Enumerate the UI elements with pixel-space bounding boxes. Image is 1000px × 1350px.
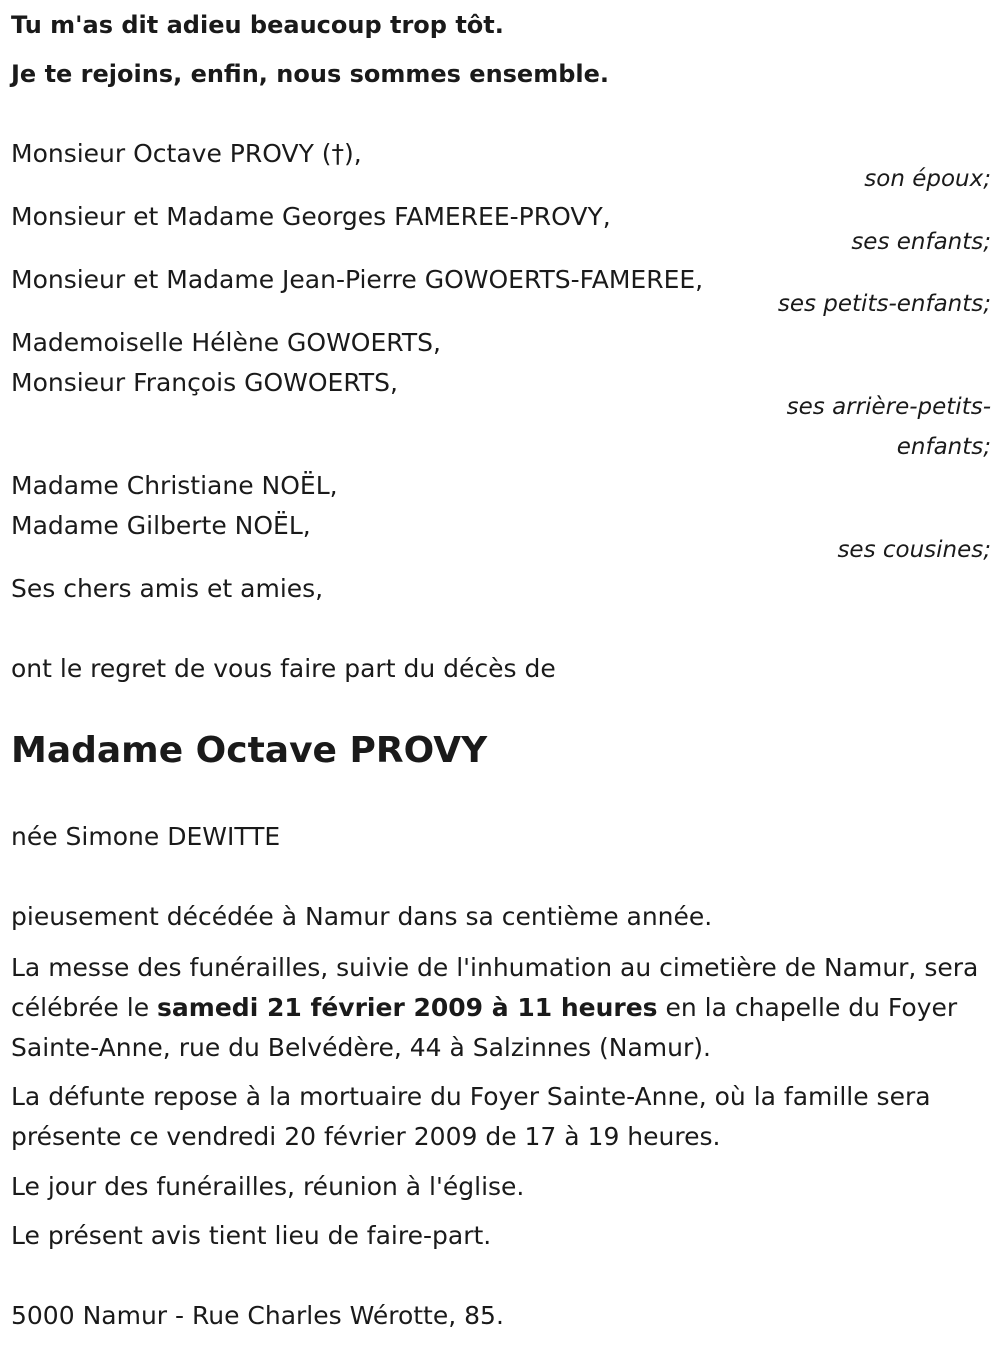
family-name: Monsieur Octave PROVY (†), [11, 139, 362, 168]
family-name: Mademoiselle Hélène GOWOERTS, [11, 328, 441, 357]
notice-note: Le présent avis tient lieu de faire-part. [11, 1221, 492, 1250]
family-relation: ses enfants; [851, 229, 991, 255]
family-relation: ses cousines; [837, 537, 991, 563]
family-address: 5000 Namur - Rue Charles Wérotte, 85. [11, 1301, 504, 1330]
deceased-name: Madame Octave PROVY [11, 730, 488, 771]
family-name: Monsieur et Madame Georges FAMEREE-PROVY, [11, 202, 611, 231]
meeting-note: Le jour des funérailles, réunion à l'église. [11, 1172, 525, 1201]
family-name: Monsieur et Madame Jean-Pierre GOWOERTS-FAMEREE, [11, 265, 704, 294]
funeral-paragraph: La messe des funérailles, suivie de l'inhumation au cimetière de Namur, sera célébrée le samedi 21 février 2009 à 11 heures en la chapelle du Foyer Sainte-Anne, rue du Belvédère, 44 à Salzinnes (Namur). [11, 953, 979, 1062]
family-name: Madame Christiane NOËL, [11, 471, 338, 500]
family-relation: enfants; [896, 434, 991, 460]
family-relation: ses arrière-petits- [786, 394, 991, 420]
death-statement: pieusement décédée à Namur dans sa centième année. [11, 902, 713, 931]
verse-line-1: Tu m'as dit adieu beaucoup trop tôt. [11, 11, 504, 39]
announcement: ont le regret de vous faire part du décès de [11, 654, 556, 683]
family-relation: ses petits-enfants; [777, 291, 991, 317]
visitation-paragraph: La défunte repose à la mortuaire du Foyer Sainte-Anne, où la famille sera présente ce vendredi 20 février 2009 de 17 à 19 heures. [11, 1082, 931, 1151]
family-name: Ses chers amis et amies, [11, 574, 324, 603]
verse-line-2: Je te rejoins, enfin, nous sommes ensemble. [11, 60, 610, 88]
birth-name: née Simone DEWITTE [11, 822, 281, 851]
family-relation: son époux; [864, 166, 991, 192]
family-name: Madame Gilberte NOËL, [11, 511, 311, 540]
funeral-date: samedi 21 février 2009 à 11 heures [157, 993, 658, 1022]
family-name: Monsieur François GOWOERTS, [11, 368, 398, 397]
